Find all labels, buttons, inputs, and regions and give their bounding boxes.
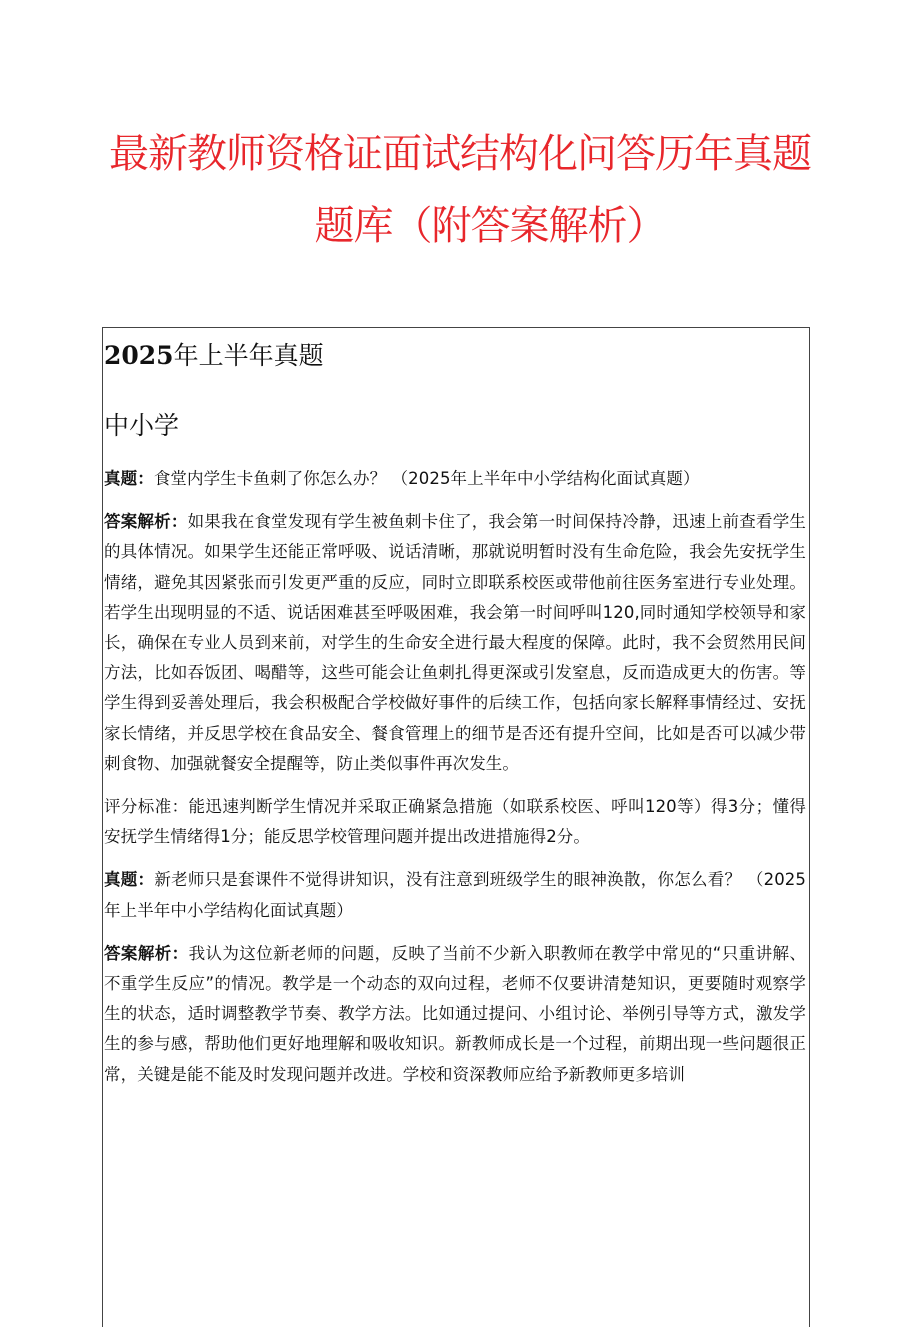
answer-label: 答案解析： [104, 943, 189, 963]
title-line-2: 题库（附答案解析） [314, 203, 666, 249]
answer-2 [104, 939, 806, 1090]
year-heading-number: 2025 [104, 341, 174, 370]
question-label: 真题： [104, 870, 155, 890]
answer-text: 如果我在食堂发现有学生被鱼刺卡住了，我会第一时间保持冷静，迅速上前查看学生的具体情况。如果学生还能正常呼吸、说话清晰，那就说明暂时没有生命危险，我会先安抚学生情绪，避免其因紧张而引发更严重的反应，同时立即联系校医或带他前往医务室进行专业处理。若学生出现明显的不适、说话困难甚至呼吸困难，我会第一时间呼叫120,同时通知学校领导和家长，确保在专业人员到来前，对学生的生命安全进行最大程度的保障。此时，我不会贸然用民间方法，比如吞饭团、喝醋等，这些可能会让鱼刺扎得更深或引发窒息，反而造成更大的伤害。等学生得到妥善处理后，我会积极配合学校做好事件的后续工作，包括向家长解释事情经过、安抚家长情绪，并反思学校在食品安全、餐食管理上的细节是否还有提升空间，比如是否可以减少带刺食物、加强就餐安全提醒等，防止类似事件再次发生。 [104, 512, 807, 773]
question-text: 食堂内学生卡鱼刺了你怎么办？ （2025年上半年中小学结构化面试真题） [153, 469, 700, 488]
document-title [0, 118, 920, 262]
year-heading-text: 年上半年真题 [173, 341, 324, 370]
answer-label: 答案解析： [104, 512, 188, 532]
scoring-1 [104, 792, 806, 852]
question-label: 真题： [104, 469, 154, 488]
answer-text: 我认为这位新老师的问题，反映了当前不少新入职教师在教学中常见的“只重讲解、不重学生反应”的情况。教学是一个动态的双向过程，老师不仅要讲清楚知识，更要随时观察学生的状态，适时调整教学节奏、教学方法。比如通过提问、小组讨论、举例引导等方式，激发学生的参与感，帮助他们更好地理解和吸收知识。新教师成长是一个过程，前期出现一些问题很正常，关键是能不能及时发现问题并改进。学校和资深教师应给予新教师更多培训 [104, 943, 807, 1084]
question-1 [104, 464, 806, 494]
question-text: 新老师只是套课件不觉得讲知识，没有注意到班级学生的眼神涣散，你怎么看？ （2025年上半年中小学结构化面试真题） [104, 870, 806, 920]
question-2 [104, 865, 806, 925]
scoring-label: 评分标准： [104, 797, 189, 817]
level-heading: 中小学 [104, 411, 180, 440]
title-line-1: 最新教师资格证面试结构化问答历年真题 [109, 131, 811, 177]
scoring-text: 能迅速判断学生情况并采取正确紧急措施（如联系校医、呼叫120等）得3分；懂得安抚学生情绪得1分；能反思学校管理问题并提出改进措施得2分。 [104, 797, 806, 847]
content-body [104, 336, 806, 1090]
answer-1 [104, 507, 806, 779]
year-heading [104, 336, 806, 376]
